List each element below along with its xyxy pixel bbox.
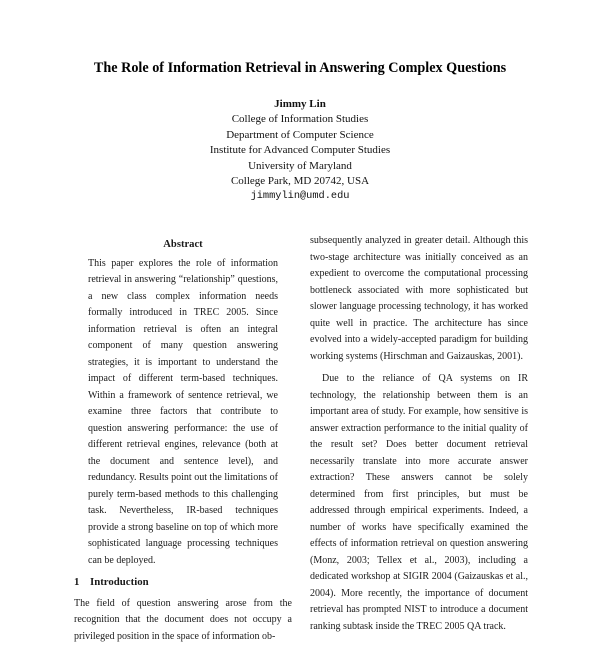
abstract-heading: Abstract bbox=[74, 237, 292, 254]
author-block bbox=[0, 97, 600, 205]
left-column bbox=[74, 237, 292, 645]
author-email: jimmylin@umd.edu bbox=[0, 189, 600, 204]
affiliation-line: Department of Computer Science bbox=[0, 128, 600, 143]
intro-paragraph-2: Due to the reliance of QA systems on IR technology, the relationship between them is an important area of study. For example, how sensitive is answer extraction performance to the initial quality of the result set? Does better document retrieval necessarily translate into more accurate answer extraction? These answers cannot be solely determined from first principles, but must be addressed through empirical experiments. Indeed, a number of works have specifically examined the effects of information retrieval on question answering (Monz, 2003; Tellex et al., 2003), including a dedicated workshop at SIGIR 2004 (Gaizauskas et al., 2004). More recently, the importance of document retrieval has prompted NIST to introduce a document ranking subtask inside the TREC 2005 QA track. bbox=[310, 371, 528, 635]
section-title: Introduction bbox=[90, 576, 149, 588]
section-number: 1 bbox=[74, 574, 90, 591]
right-column bbox=[310, 233, 528, 635]
intro-paragraph-continued: subsequently analyzed in greater detail. Although this two-stage architecture was initially conceived as an expedient to overcome the computational processing bottleneck associated with more sophisticated but slower language processing technology, it has worked quite well in practice. The architecture has since evolved into a widely-accepted paradigm for building working systems (Hirschman and Gaizauskas, 2001). bbox=[310, 233, 528, 365]
abstract-text: This paper explores the role of information retrieval in answering “relationship” questions, a new class complex information needs formally introduced in TREC 2005. Since information retrieval is often an integral component of many question answering strategies, it is important to understand the impact of different term-based techniques. Within a framework of sentence retrieval, we examine three factors that contribute to question answering performance: the use of different retrieval engines, relevance (both at the document and sentence level), and redundancy. Results point out the limitations of purely term-based methods to this challenging task. Nevertheless, IR-based techniques provide a strong baseline on top of which more sophisticated language processing techniques can be deployed. bbox=[74, 256, 292, 570]
intro-paragraph: The field of question answering arose from the recognition that the document does not occupy a privileged position in the space of information ob- bbox=[74, 596, 292, 645]
affiliation-line: Institute for Advanced Computer Studies bbox=[0, 143, 600, 158]
affiliation-line: College Park, MD 20742, USA bbox=[0, 174, 600, 189]
section-heading bbox=[74, 574, 292, 591]
paper-title: The Role of Information Retrieval in Answering Complex Questions bbox=[0, 60, 600, 77]
affiliation-line: University of Maryland bbox=[0, 159, 600, 174]
affiliation-line: College of Information Studies bbox=[0, 112, 600, 127]
author-name: Jimmy Lin bbox=[0, 97, 600, 112]
